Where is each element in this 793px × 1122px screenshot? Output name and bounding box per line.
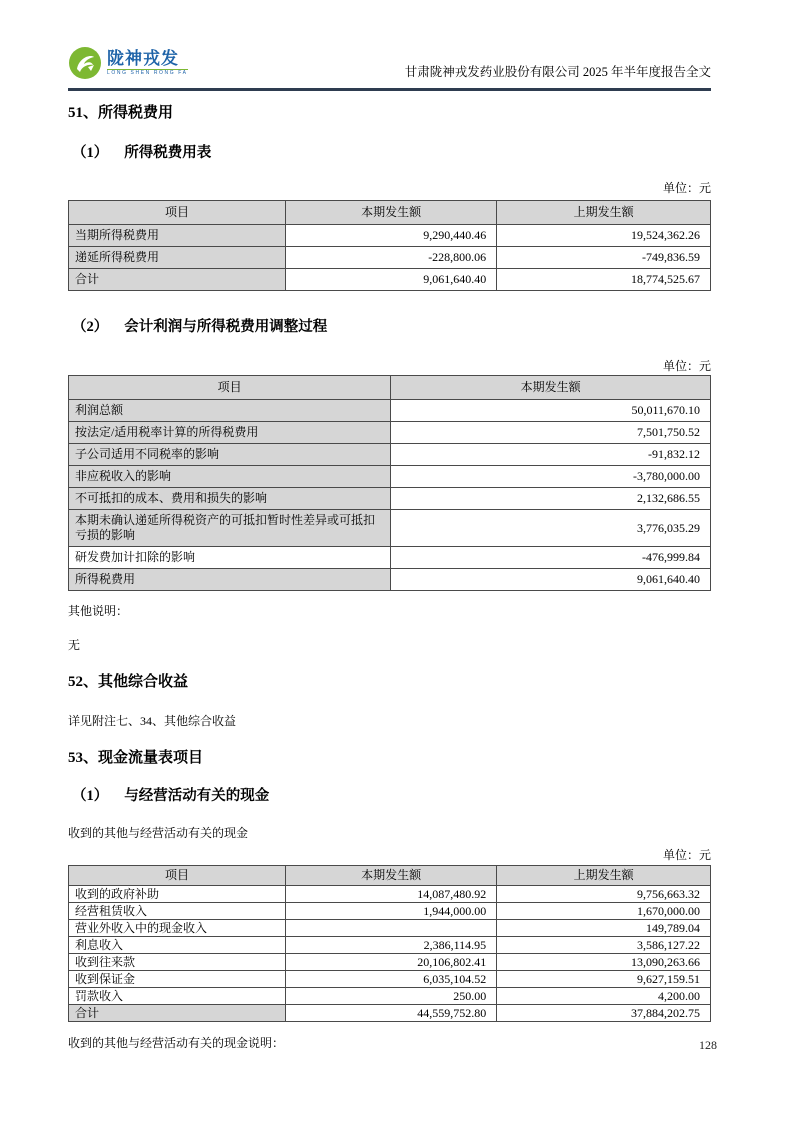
cell-current: 9,061,640.40	[391, 569, 711, 591]
table-row	[69, 903, 711, 920]
section-53-title: 53、现金流量表项目	[68, 750, 204, 766]
column-header-current: 本期发生额	[285, 201, 496, 225]
cell-current: 9,290,440.46	[285, 225, 496, 247]
cell-current: -476,999.84	[391, 547, 711, 569]
cell-prior: 9,627,159.51	[497, 971, 711, 988]
other-notes-value: 无	[68, 638, 81, 652]
cell-current: 14,087,480.92	[285, 886, 496, 903]
cell-current: 44,559,752.80	[285, 1005, 496, 1022]
section-52-note: 详见附注七、34、其他综合收益	[68, 714, 237, 728]
cell-item: 本期未确认递延所得税资产的可抵扣暂时性差异或可抵扣亏损的影响	[69, 510, 391, 547]
column-header-item: 项目	[69, 866, 286, 886]
table-row	[69, 569, 711, 591]
cell-item: 合计	[69, 269, 286, 291]
brand-subtitle: LONG SHEN RONG FA	[107, 70, 188, 76]
cell-item: 递延所得税费用	[69, 247, 286, 269]
table-row	[69, 547, 711, 569]
logo-icon	[68, 46, 102, 80]
cell-prior: 13,090,263.66	[497, 954, 711, 971]
document-title: 甘肃陇神戎发药业股份有限公司 2025 年半年度报告全文	[404, 65, 711, 79]
cell-item: 所得税费用	[69, 569, 391, 591]
cell-current: -3,780,000.00	[391, 466, 711, 488]
income-tax-table	[68, 200, 711, 291]
table-row	[69, 422, 711, 444]
cell-item: 收到保证金	[69, 971, 286, 988]
cell-prior: 19,524,362.26	[497, 225, 711, 247]
cell-prior: -749,836.59	[497, 247, 711, 269]
unit-label: 单位：元	[662, 848, 711, 862]
section-53-1-heading	[72, 788, 711, 804]
section-51-1-number: （1）	[72, 145, 109, 161]
section-51-2-number: （2）	[72, 319, 109, 335]
section-51-1-label: 所得税费用表	[124, 145, 212, 161]
cell-prior: 18,774,525.67	[497, 269, 711, 291]
table-row	[69, 937, 711, 954]
cell-item: 收到往来款	[69, 954, 286, 971]
operating-cash-table	[68, 865, 711, 1022]
table-row	[69, 466, 711, 488]
cell-current: 250.00	[285, 988, 496, 1005]
cell-item: 子公司适用不同税率的影响	[69, 444, 391, 466]
other-notes-label: 其他说明：	[68, 604, 129, 618]
table-total-row	[69, 269, 711, 291]
cell-current: -228,800.06	[285, 247, 496, 269]
column-header-item: 项目	[69, 376, 391, 400]
section-51-1-heading	[72, 145, 711, 161]
cell-item: 不可抵扣的成本、费用和损失的影响	[69, 488, 391, 510]
table-header-row	[69, 201, 711, 225]
table-row	[69, 886, 711, 903]
table-row	[69, 444, 711, 466]
cell-current: 7,501,750.52	[391, 422, 711, 444]
column-header-prior: 上期发生额	[497, 866, 711, 886]
cell-item: 利息收入	[69, 937, 286, 954]
cell-item: 按法定/适用税率计算的所得税费用	[69, 422, 391, 444]
cell-current: -91,832.12	[391, 444, 711, 466]
cell-current: 1,944,000.00	[285, 903, 496, 920]
table-row	[69, 510, 711, 547]
table-row	[69, 247, 711, 269]
cell-prior: 4,200.00	[497, 988, 711, 1005]
column-header-item: 项目	[69, 201, 286, 225]
table-row	[69, 225, 711, 247]
unit-label: 单位：元	[662, 359, 711, 373]
operating-cash-caption: 收到的其他与经营活动有关的现金	[68, 826, 249, 840]
section-53-1-label: 与经营活动有关的现金	[124, 788, 270, 804]
brand-name: 陇神戎发	[107, 49, 179, 68]
cell-prior: 1,670,000.00	[497, 903, 711, 920]
table-row	[69, 400, 711, 422]
unit-label: 单位：元	[662, 181, 711, 195]
cell-current: 2,386,114.95	[285, 937, 496, 954]
column-header-current: 本期发生额	[285, 866, 496, 886]
cell-item: 合计	[69, 1005, 286, 1022]
cell-item: 罚款收入	[69, 988, 286, 1005]
section-52-title: 52、其他综合收益	[68, 674, 189, 690]
section-51-2-heading	[72, 319, 711, 335]
cell-current: 6,035,104.52	[285, 971, 496, 988]
table-row	[69, 988, 711, 1005]
table-row	[69, 954, 711, 971]
section-53-1-number: （1）	[72, 788, 109, 804]
table-total-row	[69, 1005, 711, 1022]
column-header-current: 本期发生额	[391, 376, 711, 400]
section-51-title: 51、所得税费用	[68, 105, 174, 121]
cell-item: 收到的政府补助	[69, 886, 286, 903]
logo-text	[107, 50, 188, 76]
operating-cash-note: 收到的其他与经营活动有关的现金说明：	[68, 1036, 285, 1050]
section-51-2-label: 会计利润与所得税费用调整过程	[124, 319, 328, 335]
cell-current	[285, 920, 496, 937]
cell-prior: 9,756,663.32	[497, 886, 711, 903]
cell-current: 9,061,640.40	[285, 269, 496, 291]
cell-item: 营业外收入中的现金收入	[69, 920, 286, 937]
page-header	[68, 0, 711, 91]
cell-prior: 37,884,202.75	[497, 1005, 711, 1022]
table-header-row	[69, 376, 711, 400]
cell-current: 2,132,686.55	[391, 488, 711, 510]
table-row	[69, 920, 711, 937]
cell-item: 当期所得税费用	[69, 225, 286, 247]
company-logo	[68, 46, 188, 80]
column-header-prior: 上期发生额	[497, 201, 711, 225]
cell-current: 50,011,670.10	[391, 400, 711, 422]
cell-current: 3,776,035.29	[391, 510, 711, 547]
table-row	[69, 488, 711, 510]
page-number: 128	[699, 1038, 717, 1052]
cell-item: 经营租赁收入	[69, 903, 286, 920]
cell-item: 利润总额	[69, 400, 391, 422]
tax-adjustment-table	[68, 375, 711, 591]
cell-prior: 149,789.04	[497, 920, 711, 937]
cell-item: 研发费加计扣除的影响	[69, 547, 391, 569]
cell-item: 非应税收入的影响	[69, 466, 391, 488]
cell-prior: 3,586,127.22	[497, 937, 711, 954]
table-header-row	[69, 866, 711, 886]
cell-current: 20,106,802.41	[285, 954, 496, 971]
table-row	[69, 971, 711, 988]
